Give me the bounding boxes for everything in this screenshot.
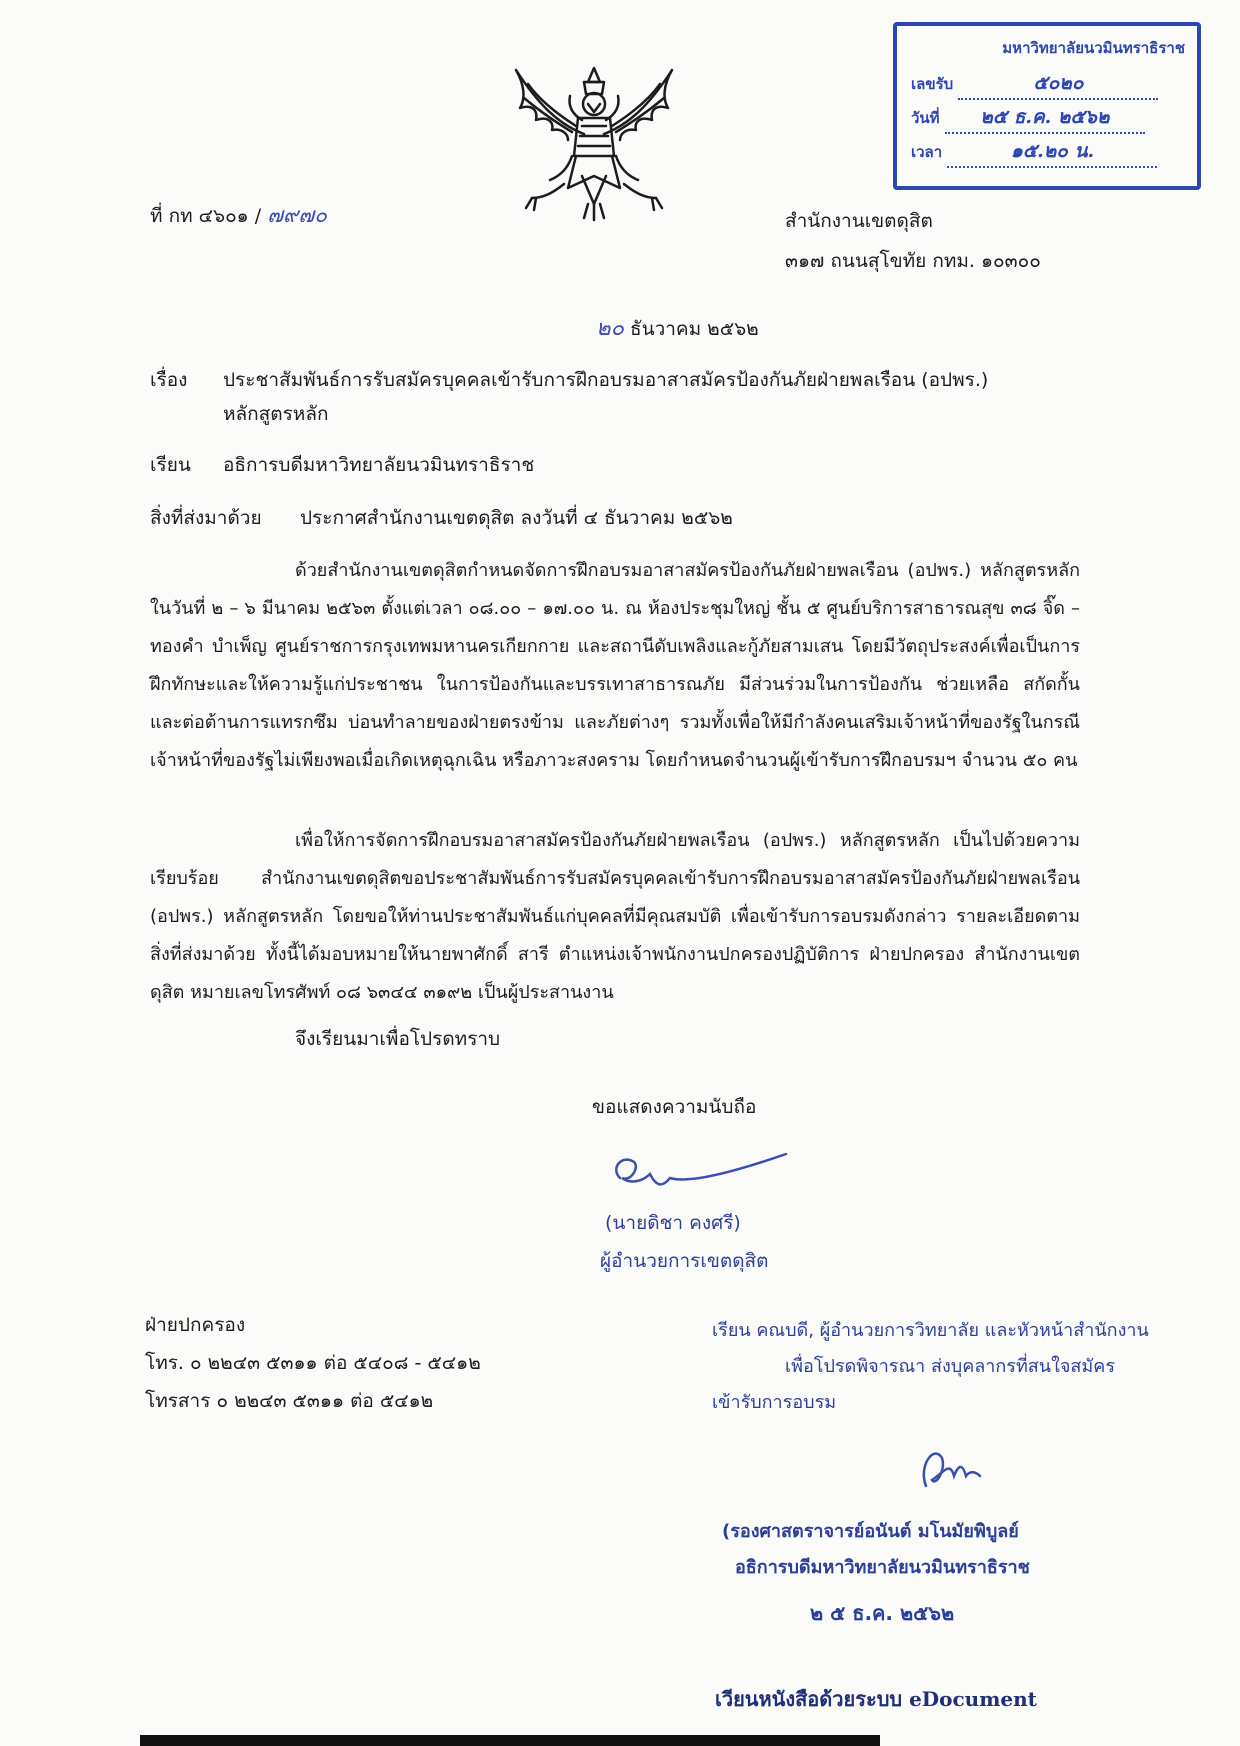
reference-number — [150, 202, 327, 229]
enclosure-label: สิ่งที่ส่งมาด้วย — [150, 507, 262, 529]
stamp-time-label: เวลา — [911, 143, 943, 161]
stamp-time-value: ๑๕.๒๐ น. — [1010, 140, 1095, 162]
letter-date-month-year: ธันวาคม ๒๕๖๒ — [629, 318, 759, 340]
letter-date — [596, 316, 759, 342]
president-title: อธิการบดีมหาวิทยาลัยนวมินทราธิราช — [735, 1557, 1030, 1578]
stamp-receipt-row — [911, 68, 1185, 100]
note-line-1: เรียน คณบดี, ผู้อำนวยการวิทยาลัย และหัวหน้าสำนักงาน — [712, 1320, 1149, 1341]
body-paragraph-1: ด้วยสำนักงานเขตดุสิตกำหนดจัดการฝึกอบรมอาสาสมัครป้องกันภัยฝ่ายพลเรือน (อปพร.) หลักสูตรหลัก ในวันที่ ๒ – ๖ มีนาคม ๒๕๖๓ ตั้งแต่เวลา ๐๘.๐๐ – ๑๗.๐๐ น. ณ ห้องประชุมใหญ่ ชั้น ๕ ศูนย์บริการสาธารณสุข ๓๘ จิ๊ด – ทองคำ บำเพ็ญ ศูนย์ราชการกรุงเทพมหานครเกียกกาย และสถานีดับเพลิงและกู้ภัยสามเสน โดยมีวัตถุประสงค์เพื่อเป็นการฝึกทักษะและให้ความรู้แก่ประชาชน ในการป้องกันและบรรเทาสาธารณภัย มีส่วนร่วมในการป้องกัน ช่วยเหลือ สกัดกั้น และต่อต้านการแทรกซึม บ่อนทำลายของฝ่ายตรงข้าม และภัยต่างๆ รวมทั้งเพื่อให้มีกำลังคนเสริมเจ้าหน้าที่ของรัฐในกรณีเจ้าหน้าที่ของรัฐไม่เพียงพอเมื่อเกิดเหตุฉุกเฉิน หรือภาวะสงคราม โดยกำหนดจำนวนผู้เข้ารับการฝึกอบรมฯ จำนวน ๕๐ คน — [150, 560, 1080, 771]
contact-phone: โทร. ๐ ๒๒๔๓ ๕๓๑๑ ต่อ ๕๔๐๘ - ๕๔๑๒ — [145, 1352, 481, 1374]
stamp-receipt-value: ๕๐๒๐ — [1033, 72, 1084, 94]
stamp-receipt-label: เลขรับ — [911, 75, 954, 93]
stamp-org: มหาวิทยาลัยนวมินทราธิราช — [1002, 39, 1185, 57]
edocument-footer: เวียนหนังสือด้วยระบบ eDocument — [715, 1687, 1037, 1711]
regards-text: ขอแสดงความนับถือ — [592, 1096, 757, 1118]
president-signature-icon — [912, 1436, 992, 1496]
to-label: เรียน — [150, 454, 191, 476]
director-signature-icon — [600, 1148, 790, 1198]
contact-fax: โทรสาร ๐ ๒๒๔๓ ๕๓๑๑ ต่อ ๕๔๑๒ — [145, 1390, 434, 1412]
director-position: ผู้อำนวยการเขตดุสิต — [600, 1250, 769, 1272]
reference-prefix: ที่ กท ๔๖๐๑ / — [150, 205, 262, 227]
director-name: (นายดิชา คงศรี) — [605, 1212, 741, 1234]
office-address: ๓๑๗ ถนนสุโขทัย กทม. ๑๐๓๐๐ — [785, 250, 1041, 272]
garuda-emblem-icon — [498, 64, 690, 224]
body-paragraph-2: เพื่อให้การจัดการฝึกอบรมอาสาสมัครป้องกันภัยฝ่ายพลเรือน (อปพร.) หลักสูตรหลัก เป็นไปด้วยความเรียบร้อย สำนักงานเขตดุสิตขอประชาสัมพันธ์การรับสมัครบุคคลเข้ารับการฝึกอบรมอาสาสมัครป้องกันภัยฝ่ายพลเรือน (อปพร.) หลักสูตรหลัก โดยขอให้ท่านประชาสัมพันธ์แก่บุคคลที่มีคุณสมบัติ เพื่อเข้ารับการอบรมดังกล่าว รายละเอียดตามสิ่งที่ส่งมาด้วย ทั้งนี้ได้มอบหมายให้นายพาศักดิ์ สารี ตำแหน่งเจ้าพนักงานปกครองปฏิบัติการ ฝ่ายปกครอง สำนักงานเขตดุสิต หมายเลขโทรศัพท์ ๐๘ ๖๓๔๔ ๓๑๙๒ เป็นผู้ประสานงาน — [150, 830, 1080, 1003]
letter-date-day: ๒๐ — [596, 316, 624, 341]
reference-handwritten-number: ๗๙๗๐ — [267, 203, 327, 227]
closing-line: จึงเรียนมาเพื่อโปรดทราบ — [295, 1028, 501, 1050]
note-line-2: เพื่อโปรดพิจารณา ส่งบุคลากรที่สนใจสมัคร — [785, 1356, 1115, 1377]
scan-edge-bar — [140, 1735, 880, 1746]
office-name: สำนักงานเขตดุสิต — [785, 210, 933, 232]
note-date: ๒ ๕ ธ.ค. ๒๕๖๒ — [810, 1601, 955, 1625]
receipt-stamp — [893, 22, 1201, 190]
subject-label: เรื่อง — [150, 369, 188, 391]
stamp-date-label: วันที่ — [911, 109, 940, 127]
subject-line-2: หลักสูตรหลัก — [223, 403, 329, 425]
contact-department: ฝ่ายปกครอง — [145, 1314, 246, 1336]
note-line-3: เข้ารับการอบรม — [712, 1392, 837, 1413]
president-name: (รองศาสตราจารย์อนันต์ มโนมัยพิบูลย์ — [722, 1521, 1019, 1542]
stamp-date-row — [911, 102, 1185, 134]
subject-line-1: ประชาสัมพันธ์การรับสมัครบุคคลเข้ารับการฝึกอบรมอาสาสมัครป้องกันภัยฝ่ายพลเรือน (อปพร.) — [223, 369, 989, 391]
stamp-time-row — [911, 136, 1185, 168]
to-value: อธิการบดีมหาวิทยาลัยนวมินทราธิราช — [223, 454, 535, 476]
stamp-date-value: ๒๕ ธ.ค. ๒๕๖๒ — [980, 106, 1110, 128]
enclosure-value: ประกาศสำนักงานเขตดุสิต ลงวันที่ ๔ ธันวาคม ๒๕๖๒ — [300, 507, 733, 529]
